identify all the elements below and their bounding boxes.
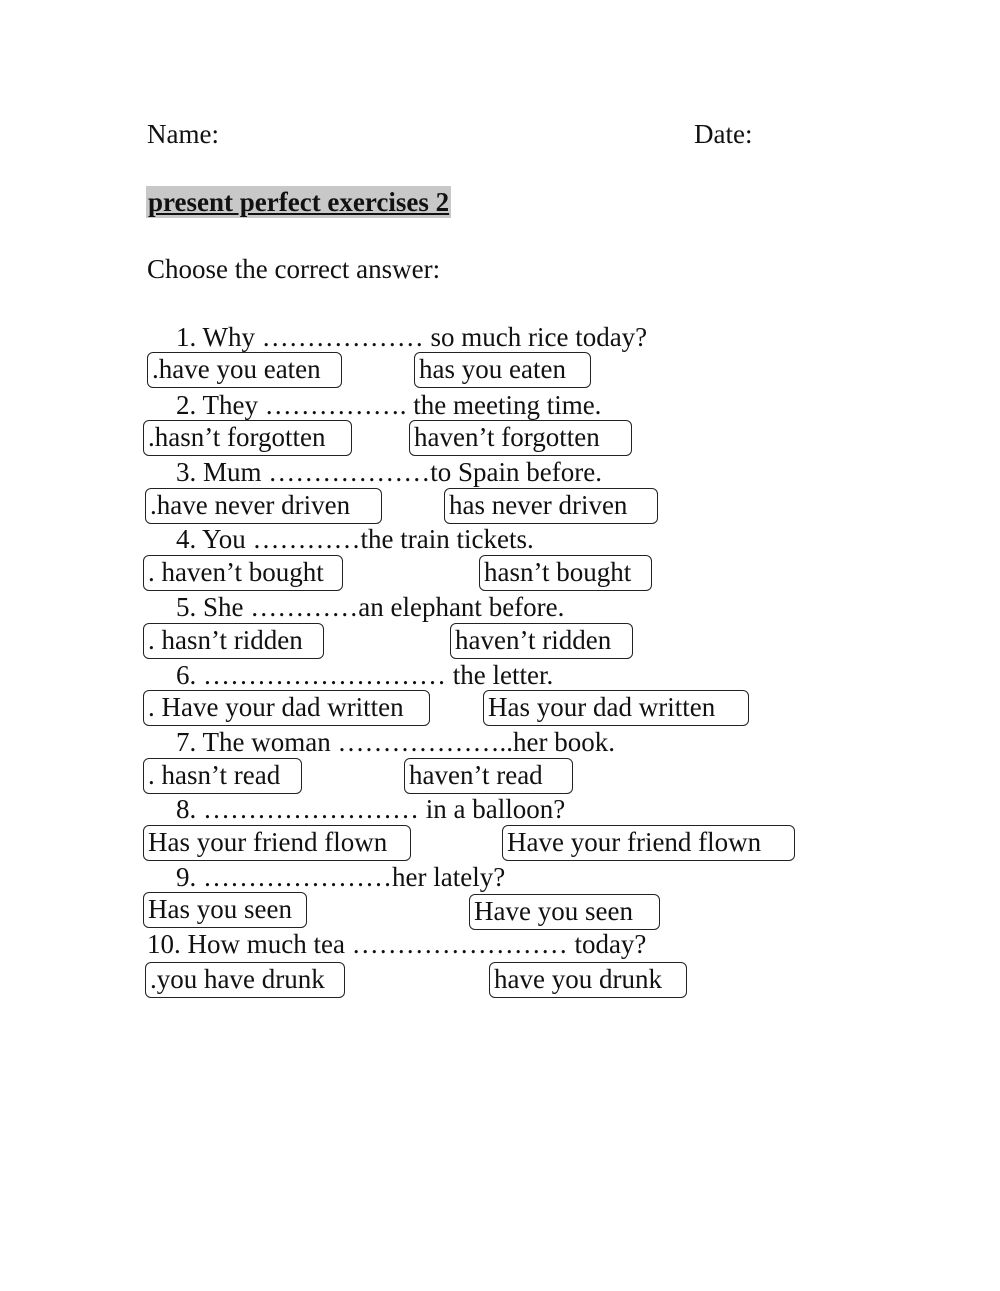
q3-option-b[interactable]: has never driven	[444, 488, 658, 524]
q1-option-b[interactable]: has you eaten	[414, 352, 591, 388]
q7-option-a[interactable]: . hasn’t read	[143, 758, 302, 794]
q4-option-a[interactable]: . haven’t bought	[143, 555, 343, 591]
instruction-text: Choose the correct answer:	[147, 254, 441, 284]
q3-option-a[interactable]: .have never driven	[145, 488, 382, 524]
q10-option-a[interactable]: .you have drunk	[145, 962, 345, 998]
q5-option-b[interactable]: haven’t ridden	[450, 623, 633, 659]
question-10: 10. How much tea …………………… today?	[147, 929, 647, 959]
question-1: 1. Why ……………… so much rice today?	[176, 322, 648, 352]
date-label: Date:	[694, 119, 753, 149]
q1-option-a[interactable]: .have you eaten	[147, 352, 342, 388]
question-2: 2. They ……………. the meeting time.	[176, 390, 602, 420]
q5-option-a[interactable]: . hasn’t ridden	[143, 623, 324, 659]
q8-option-b[interactable]: Have your friend flown	[502, 825, 795, 861]
q10-option-b[interactable]: have you drunk	[489, 962, 687, 998]
q2-option-a[interactable]: .hasn’t forgotten	[143, 420, 352, 456]
q9-option-a[interactable]: Has you seen	[143, 892, 307, 928]
q2-option-b[interactable]: haven’t forgotten	[409, 420, 632, 456]
q7-option-b[interactable]: haven’t read	[404, 758, 573, 794]
q6-option-a[interactable]: . Have your dad written	[143, 690, 430, 726]
q9-option-b[interactable]: Have you seen	[469, 894, 660, 930]
question-8: 8. …………………… in a balloon?	[176, 794, 566, 824]
q6-option-b[interactable]: Has your dad written	[483, 690, 749, 726]
question-7: 7. The woman ………………..her book.	[176, 727, 615, 757]
q8-option-a[interactable]: Has your friend flown	[143, 825, 411, 861]
worksheet-title: present perfect exercises 2	[148, 187, 450, 217]
question-9: 9. …………………her lately?	[176, 862, 506, 892]
question-3: 3. Mum ………………to Spain before.	[176, 457, 602, 487]
name-label: Name:	[147, 119, 219, 149]
q4-option-b[interactable]: hasn’t bought	[479, 555, 652, 591]
question-4: 4. You …………the train tickets.	[176, 524, 534, 554]
question-6: 6. ……………………… the letter.	[176, 660, 554, 690]
question-5: 5. She …………an elephant before.	[176, 592, 565, 622]
